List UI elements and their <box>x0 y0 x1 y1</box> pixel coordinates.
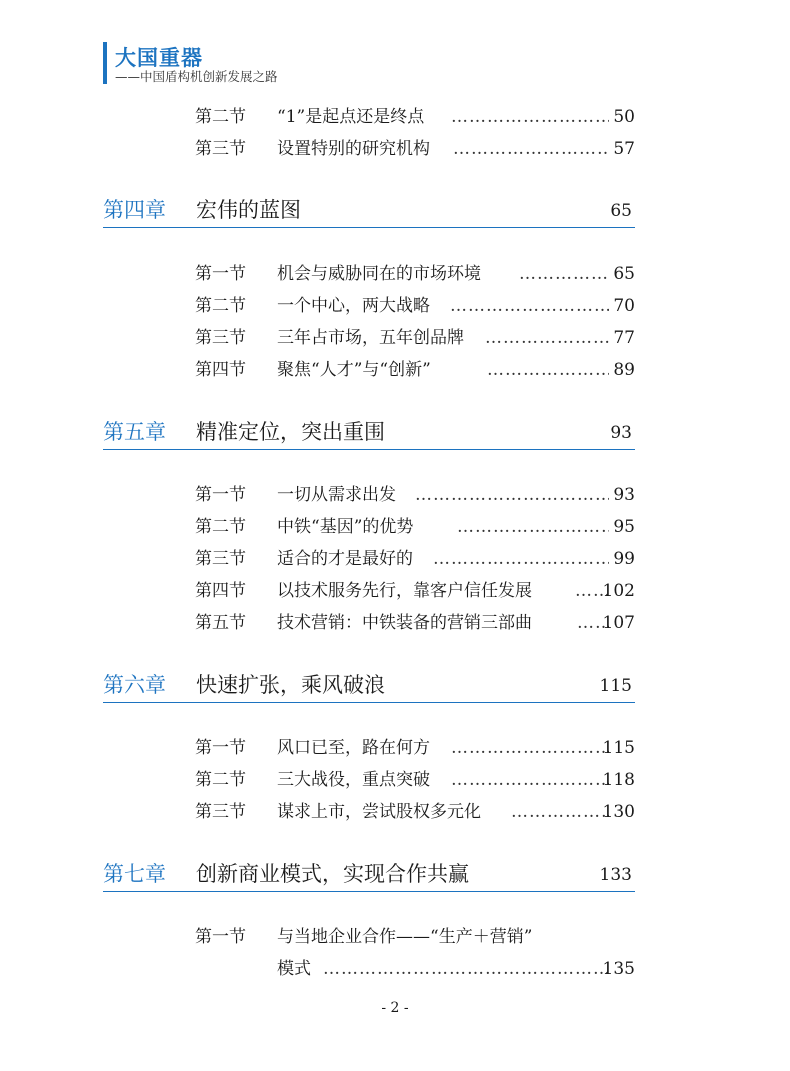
leader-dots <box>485 326 609 350</box>
section-number: 第三节 <box>195 802 246 822</box>
section-number: 第一节 <box>195 264 246 284</box>
chapter-title: 快速扩张，乘风破浪 <box>196 673 385 697</box>
section-number: 第三节 <box>195 139 246 159</box>
section-title: 中铁“基因”的优势 <box>277 517 414 537</box>
leader-dots <box>511 800 609 824</box>
section-title: 适合的才是最好的 <box>277 549 413 569</box>
book-subtitle: ——中国盾构机创新发展之路 <box>115 69 278 84</box>
leader-dots <box>450 294 609 318</box>
leader-dots <box>323 957 609 981</box>
toc-entry[interactable] <box>195 515 635 539</box>
leader-dots <box>451 736 609 760</box>
chapter-number: 第五章 <box>103 420 166 444</box>
section-title-continuation: 模式 <box>277 959 311 979</box>
page-number: 118 <box>602 770 635 790</box>
section-number: 第五节 <box>195 613 246 633</box>
page-number: 77 <box>613 328 635 348</box>
page-number: 107 <box>602 613 635 633</box>
page-number: 95 <box>613 517 635 537</box>
section-number: 第二节 <box>195 517 246 537</box>
section-title: 三年占市场，五年创品牌 <box>277 328 464 348</box>
chapter-page: 133 <box>599 865 632 885</box>
toc-entry[interactable] <box>195 294 635 318</box>
section-title: 技术营销：中铁装备的营销三部曲 <box>277 613 532 633</box>
section-title: 以技术服务先行，靠客户信任发展 <box>277 581 532 601</box>
chapter-number: 第四章 <box>103 198 166 222</box>
leader-dots <box>453 137 609 161</box>
leader-dots <box>519 262 609 286</box>
chapter-title: 精准定位，突出重围 <box>196 420 385 444</box>
page-number: 102 <box>602 581 635 601</box>
leader-dots <box>487 358 609 382</box>
section-number: 第三节 <box>195 549 246 569</box>
page-number: 70 <box>613 296 635 316</box>
leader-dots <box>457 515 609 539</box>
chapter-heading[interactable] <box>103 419 635 450</box>
section-title: 设置特别的研究机构 <box>277 139 430 159</box>
toc-entry-continuation[interactable] <box>195 957 635 981</box>
chapter-page: 93 <box>610 423 632 443</box>
page-number: 57 <box>613 139 635 159</box>
toc-entry[interactable] <box>195 736 635 760</box>
toc-entry[interactable] <box>195 483 635 507</box>
chapter-heading[interactable] <box>103 861 635 892</box>
page-number: 89 <box>613 360 635 380</box>
section-title: 风口已至，路在何方 <box>277 738 430 758</box>
toc-entry[interactable] <box>195 768 635 792</box>
toc-entry[interactable] <box>195 137 635 161</box>
leader-dots <box>451 768 609 792</box>
page-number: 130 <box>602 802 635 822</box>
chapter-number: 第六章 <box>103 673 166 697</box>
page-footer-number: - 2 - <box>381 1000 409 1016</box>
section-number: 第二节 <box>195 107 246 127</box>
chapter-heading[interactable] <box>103 672 635 703</box>
chapter-number: 第七章 <box>103 862 166 886</box>
chapter-title: 宏伟的蓝图 <box>196 198 301 222</box>
section-title: 与当地企业合作——“生产＋营销” <box>277 927 533 947</box>
section-title: “1”是起点还是终点 <box>277 107 425 127</box>
leader-dots <box>415 483 609 507</box>
toc-entry[interactable] <box>195 611 635 635</box>
chapter-page: 65 <box>610 201 632 221</box>
book-title: 大国重器 <box>115 46 203 70</box>
leader-dots <box>433 547 609 571</box>
section-title: 一个中心，两大战略 <box>277 296 430 316</box>
section-number: 第一节 <box>195 927 246 947</box>
toc-entry[interactable] <box>195 326 635 350</box>
section-number: 第二节 <box>195 296 246 316</box>
chapter-title: 创新商业模式，实现合作共赢 <box>196 862 469 886</box>
section-title: 三大战役，重点突破 <box>277 770 430 790</box>
section-title: 机会与威胁同在的市场环境 <box>277 264 481 284</box>
page-number: 115 <box>602 738 635 758</box>
section-number: 第一节 <box>195 485 246 505</box>
toc-entry[interactable] <box>195 925 635 949</box>
page-number: 65 <box>613 264 635 284</box>
section-title: 一切从需求出发 <box>277 485 396 505</box>
page-number: 99 <box>613 549 635 569</box>
section-number: 第四节 <box>195 581 246 601</box>
toc-entry[interactable] <box>195 800 635 824</box>
toc-entry[interactable] <box>195 579 635 603</box>
section-number: 第三节 <box>195 328 246 348</box>
section-number: 第四节 <box>195 360 246 380</box>
section-title: 聚焦“人才”与“创新” <box>277 360 431 380</box>
chapter-page: 115 <box>599 676 632 696</box>
leader-dots <box>451 105 609 129</box>
toc-entry[interactable] <box>195 358 635 382</box>
toc-entry[interactable] <box>195 547 635 571</box>
page-number: 50 <box>613 107 635 127</box>
section-number: 第二节 <box>195 770 246 790</box>
section-number: 第一节 <box>195 738 246 758</box>
chapter-heading[interactable] <box>103 197 635 228</box>
page-number: 93 <box>613 485 635 505</box>
section-title: 谋求上市，尝试股权多元化 <box>277 802 481 822</box>
toc-entry[interactable] <box>195 105 635 129</box>
page-number: 135 <box>602 959 635 979</box>
toc-entry[interactable] <box>195 262 635 286</box>
